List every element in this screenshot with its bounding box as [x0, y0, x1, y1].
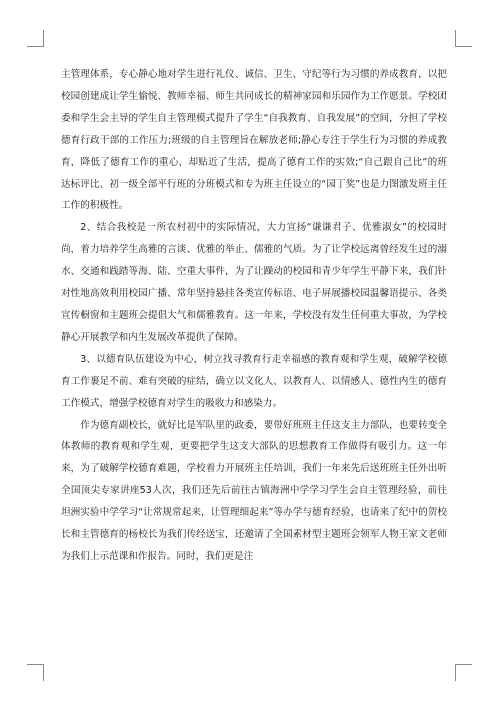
crop-mark-top-left [27, 30, 44, 47]
paragraph-1: 主管理体系，专心静心地对学生进行礼仪、诚信、卫生、守纪等行为习惯的养成教育，以把校园创建成让学生愉悦、教师幸福、师生共同成长的精神家园和乐园作为工作愿景。学校团委和学生会主导的学生自主管理模式提升了学生“自我教育、自我发展”的空间，分担了学校德育行政干部的工作压力;班级的自主管理旨在解放老师;静心专注于学生行为习惯的养成教育，降低了德育工作的重心，却贴近了生活，提高了德育工作的实效;“自己跟自己比”的班达标评比、初一级全部平行班的分班模式和专为班主任设立的“园丁奖”也是力图激发班主任工作的积极性。 [61, 69, 447, 212]
paragraph-2: 2、结合我校是一所农村初中的实际情况，大力宣扬“谦谦君子、优雅淑女”的校园时尚，着力培养学生高雅的言谈、优雅的举止、儒雅的气质。为了让学校远离曾经发生过的溺水、交通和践踏等海、陆、空重大事件，为了让躁动的校园和青少年学生平静下来，我们针对性地高效利用校园广播、常年坚持悬挂各类宣传标语、电子屏展播校园温馨语提示、各类宣传橱窗和主题班会提倡大气和儒雅教育。这一年来，学校没有发生任何重大事故，为学校静心开展教学和内生发展改革提供了保障。 [61, 222, 447, 343]
crop-mark-top-right [455, 30, 472, 47]
document-body [61, 64, 447, 568]
crop-mark-bottom-right [455, 664, 472, 681]
crop-mark-bottom-left [27, 664, 44, 681]
paragraph-4: 作为德育副校长，就好比是军队里的政委，要带好班班主任这支主力部队，也要转变全体教师的教育观和学生观，更要把学生这支大部队的思想教育工作做得有吸引力。这一年来，为了破解学校德育难题，学校着力开展班主任培训，我们一年来先后送班班主任外出听全国顶尖专家讲座53人次，我们还先后前往古镇海洲中学学习学生会自主管理经验，前往坦洲实验中学学习“让常规常起来，让管理细起来”等办学与德育经验，也请来了纪中的贺校长和主管德育的杨校长为我们传经送宝，还邀请了全国素材型主题班会领军人物王家文老师为我们上示范课和作报告。同时，我们更是注 [61, 419, 447, 562]
paragraph-3: 3、以德育队伍建设为中心，树立找寻教育行走幸福感的教育观和学生观，破解学校德育工作裹足不前、难有突破的症结，确立以文化人、以教育人、以情感人、德性内生的德育工作模式，增强学校德育对学生的吸收力和感染力。 [61, 353, 447, 409]
